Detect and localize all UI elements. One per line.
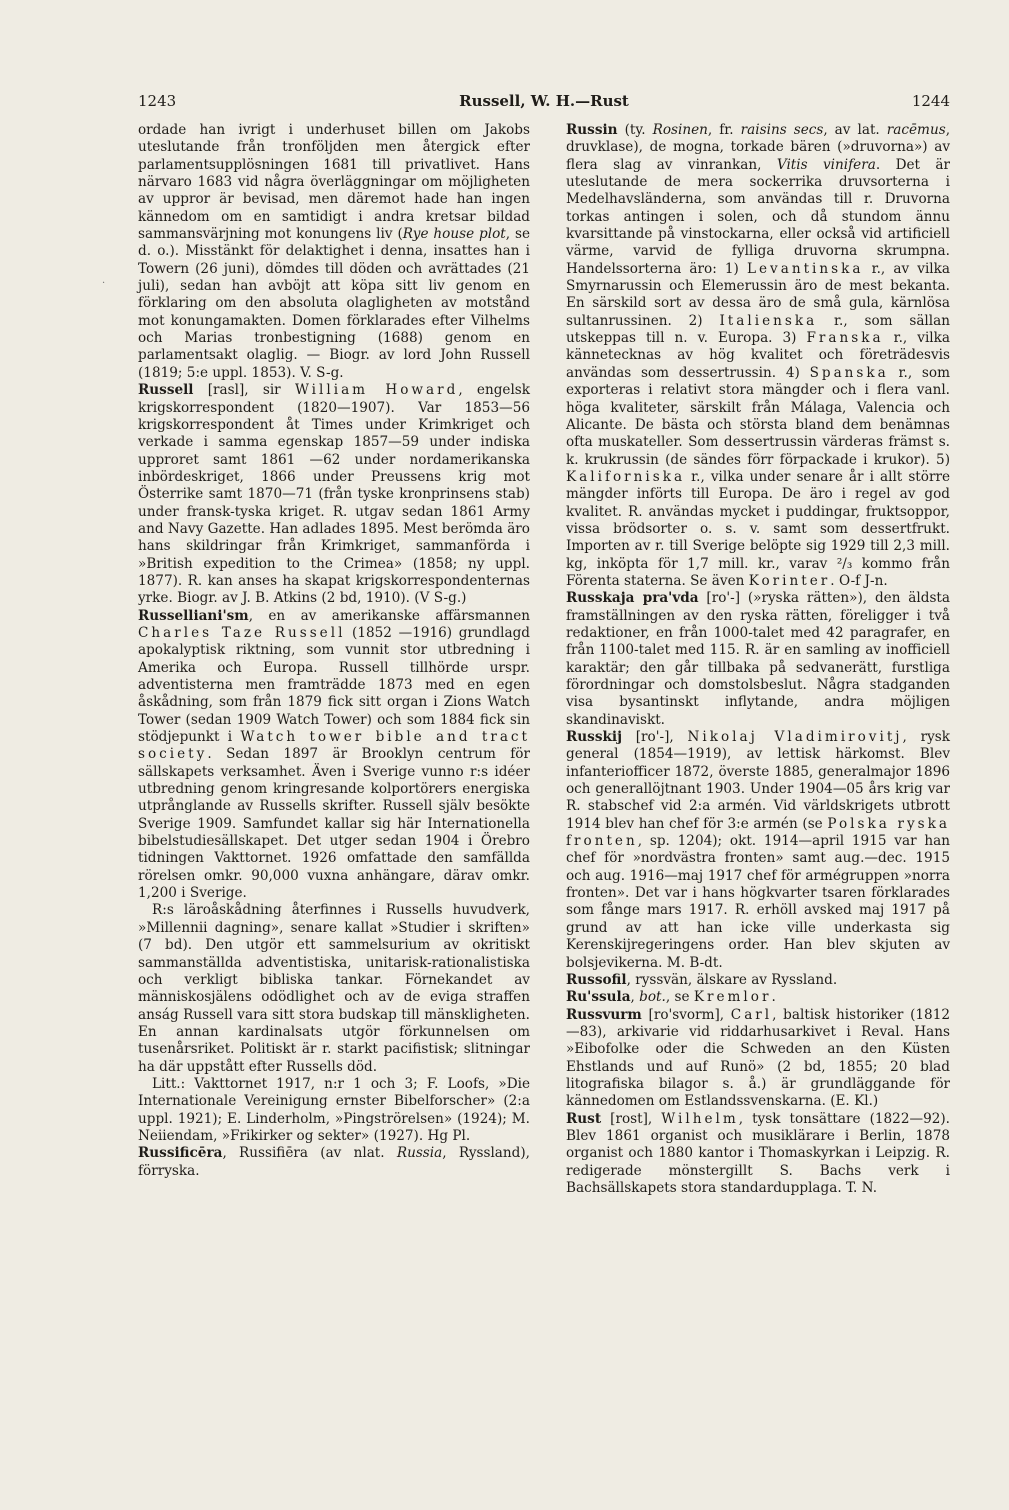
headword: Russkaja pra'vda — [566, 590, 699, 607]
headword: Rust — [566, 1110, 602, 1127]
headword: Ru'ssula — [566, 989, 631, 1006]
headword: Russelliani'sm — [138, 607, 249, 624]
margin-dot: · — [102, 278, 106, 289]
entry-russkij: Russkij [ro'-], Nikolaj Vladimirovitj, rysk general (1854—1919), av lettisk härkomst. Blev infanteriofficer 1872, överste 1885, generalmajor 1896 och generallöjtnant 1903. Under 1904—05 års krig var R. stabschef vid 2:a armén. Vid världskrigets utbrott 1914 blev han chef för 3:e armén (se Polska ryska fronten, sp. 1204); okt. 1914—april 1915 var han chef för »nordvästra fronten» samt aug.—dec. 1915 och aug. 1916—maj 1917 chef för armégruppen »norra fronten». Det var i hans högkvarter tsaren förklarades som fånge mars 1917. R. erhöll avsked maj 1917 på grund av att han icke ville underkasta sig Kerenskijregeringens order. Han blev skjuten av bolsjevikerna. M. B-dt. — [566, 729, 950, 971]
entry-rust: Rust [rost], Wilhelm, tysk tonsättare (1822—92). Blev 1861 organist och musiklärare i Berlin, 1878 organist och 1880 kantor i Thomaskyrkan i Leipzig. R. redigerade mönstergillt S. Bachs verk i Bachsällskapets stora standardupplaga. T. N. — [566, 1110, 950, 1196]
entry-russofil: Russofil, ryssvän, älskare av Ryssland. — [566, 971, 838, 988]
entry-russvurm: Russvurm [ro'svorm], Carl, baltisk historiker (1812—83), arkivarie vid riddarhusarkivet i Reval. Hans »Eibofolke oder die Schweden an den Küsten Ehstlands und auf Runö» (2 bd, 1855; 20 blad litografiska bilagor s. å.) är grundläggande för kännedomen om Estlandssvenskarna. (E. Kl.) — [566, 1006, 950, 1110]
right-column — [566, 122, 950, 1197]
page-header — [138, 92, 950, 114]
headword: Russofil — [566, 971, 627, 988]
entry-russell-continuation: ordade han ivrigt i underhuset billen om Jakobs uteslutande från tronföljden men återgick efter parlamentsupplösningen 1681 till privatlivet. Hans närvaro 1683 vid några överläggningar om möjligheten av uppror är bevisad, men däremot hade han ingen kännedom om en samtidigt i andra kretsar bildad sammansvärjning mot konungens liv (Rye house plot, se d. o.). Misstänkt för delaktighet i denna, insattes han i Towern (26 juni), dömdes till döden och avrättades (21 juli), sedan han avböjt att köpa sitt liv genom en förklaring om den absoluta olagligheten av motstånd mot konungamakten. Domen förklarades efter Vilhelms och Marias tronbestigning (1688) genom en parlamentsakt olaglig. — Biogr. av lord John Russell (1819; 5:e uppl. 1853). V. S-g. — [138, 122, 530, 381]
entry-russkaja-pravda: Russkaja pra'vda [ro'-] (»ryska rätten»), den äldsta framställningen av den ryska rätten, föreligger i två redaktioner, en från 1000-talet med 42 paragrafer, en från 1100-talet med 115. R. är en samling av inofficiell karaktär; den går tillbaka på sedvanerätt, furstliga förordningar och domstolsbeslut. Några stadganden visa bysantinskt inflytande, andra möjligen skandinaviskt. — [566, 590, 951, 728]
left-column — [138, 122, 530, 1180]
entry-russell-william-howard: Russell [rasl], sir William Howard, engelsk krigskorrespondent (1820—1907). Var 1853—56 krigskorrespondent åt Times under Krimkriget och verkade i samma egenskap 1857—59 under indiska upproret samt 1861 —62 under nordamerikanska inbördeskriget, 1866 under Preussens krig mot Österrike samt 1870—71 (från tyske kronprinsens stab) under fransk-tyska kriget. R. utgav sedan 1861 Army and Navy Gazette. Han adlades 1895. Mest berömda äro hans skildringar från Krimkriget, sammanförda i »British expedition to the Crimea» (1858; ny uppl. 1877). R. kan anses ha skapat krigskorrespondenternas yrke. Biogr. av J. B. Atkins (2 bd, 1910). (V S-g.) — [138, 382, 531, 607]
entry-russellianism-literature: Litt.: Vakttornet 1917, n:r 1 och 3; F. Loofs, »Die Internationale Vereinigung ernster Bibelforscher» (2:a uppl. 1921); E. Linderholm, »Pingströrelsen» (1924); M. Neiiendam, »Frikirker og sekter» (1927). Hg Pl. — [138, 1075, 530, 1144]
entry-russula: Ru'ssula, bot., se Kremlor. — [566, 989, 776, 1006]
running-title: Russell, W. H.—Rust — [459, 92, 629, 110]
page-number-left: 1243 — [138, 92, 177, 110]
headword: Russkij — [566, 729, 622, 746]
headword: Russin — [566, 122, 618, 138]
entry-russificera: Russificēra, Russifiēra (av nlat. Russia, Ryssland), förryska. — [138, 1145, 530, 1179]
headword: Russvurm — [566, 1006, 642, 1023]
headword: Russell — [138, 382, 194, 399]
entry-russellianism-p2: R:s läroåskådning återfinnes i Russells huvudverk, »Millennii dagning», senare kallat »Studier i skriften» (7 bd). Den utgör ett sammelsurium av okritiskt sammanställda adventistiska, unitarisk-rationalistiska och verkligt bibliska tankar. Förnekandet av människosjälens odödlighet och av de eviga straffen anság Russell vara sitt stora budskap till mänskligheten. En annan kardinalsats utgör förkunnelsen om tusenårsriket. Politiskt är r. starkt pacifistisk; slitningar ha där uppstått efter Russells död. — [138, 902, 530, 1075]
headword: Russificēra — [138, 1145, 223, 1162]
page-number-right: 1244 — [911, 92, 950, 110]
entry-russellianism: Russelliani'sm, en av amerikanske affärsmannen Charles Taze Russell (1852 —1916) grundlagd apokalyptisk riktning, som vunnit stor utbredning i Amerika och Europa. Russell tillhörde urspr. adventisterna men framträdde 1873 med en egen åskådning, som från 1879 fick sitt organ i Zions Watch Tower (sedan 1909 Watch Tower) och som 1884 fick sin stödjepunkt i Watch tower bible and tract society. Sedan 1897 är Brooklyn centrum för sällskapets verksamhet. Även i Sverige vunno r:s idéer utbredning genom kringresande kolportörers energiska utprånglande av Russells skrifter. Russell själv besökte Sverige 1909. Samfundet kallar sig här Internationella bibelstudiesällskapet. Det utger sedan 1904 i Örebro tidningen Vakttornet. 1926 omfattade den samfällda rörelsen omkr. 90,000 vuxna anhängare, därav omkr. 1,200 i Sverige. — [138, 607, 530, 902]
entry-russin: Russin (ty. Rosinen, fr. raisins secs, av lat. racēmus, druvklase), de mogna, torkade bären (»druvorna») av flera slag av vinrankan, Vitis vinifera. Det är uteslutande de mera sockerrika druvsorterna i Medelhavsländerna, som användas till r. Druvorna torkas antingen i solen, och då stundom ännu kvarsittande på vinstockarna, eller också vid artificiell värme, varvid de fylliga druvorna skrumpna. Handelssorterna äro: 1) Levantinska r., av vilka Smyrnarussin och Elemerussin äro de mest bekanta. En särskild sort av dessa äro de små gula, kärnlösa sultanrussinen. 2) Italienska r., som sällan utskeppas till n. v. Europa. 3) Franska r., vilka kännetecknas av hög kvalitet och företrädesvis användas som dessertrussin. 4) Spanska r., som exporteras i relativt stora mängder och i flera vanl. höga kvaliteter, särskilt från Málaga, Valencia och Alicante. De bästa och största bland dem benämnas ofta muskateller. Som dessertrussin värderas främst s. k. krukrussin (de sändes förr förpackade i krukor). 5) Kaliforniska r., vilka under senare år i allt större mängder införts till Europa. De äro i regel av god kvalitet. R. användas mycket i puddingar, fruktsoppor, vissa brödsorter o. s. v. samt som dessertfrukt. Importen av r. till Sverige belöpte sig 1929 till 2,3 mill. kg, inköpta för 1,7 mill. kr., varav ²/₃ kommo från Förenta staterna. Se även Korinter. O-f J-n. — [566, 122, 951, 589]
